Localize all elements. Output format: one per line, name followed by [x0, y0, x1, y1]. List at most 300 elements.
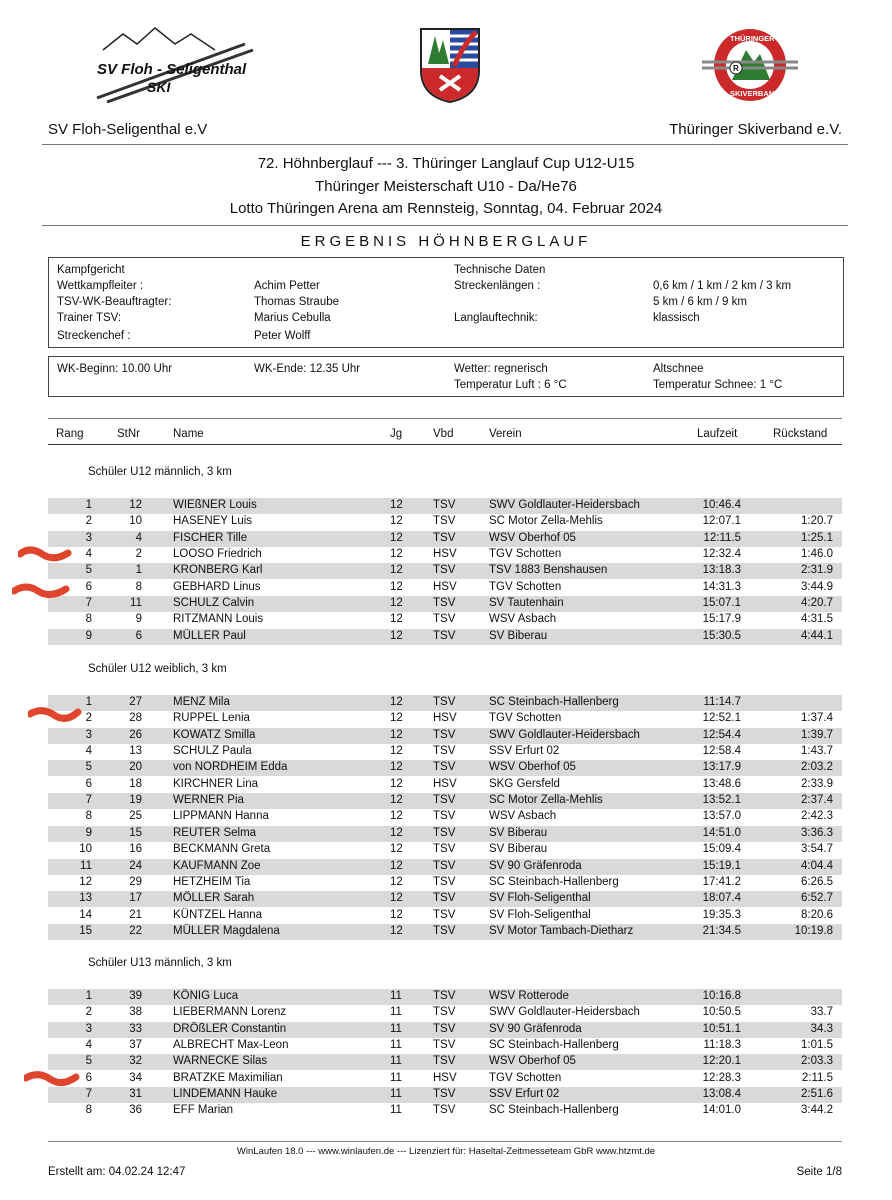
cell-stnr: 25 [129, 810, 142, 823]
cell-vbd: TSV [433, 1104, 456, 1117]
cell-verein: SC Steinbach-Hallenberg [489, 1104, 619, 1117]
title-divider [42, 225, 848, 226]
table-row [48, 924, 842, 940]
cell-stnr: 27 [129, 696, 142, 708]
technik-value: klassisch [653, 312, 700, 324]
table-row [48, 498, 842, 514]
table-row [48, 547, 842, 563]
cell-rang: 4 [85, 745, 92, 758]
cell-vbd: TSV [433, 499, 456, 511]
cell-vbd: TSV [433, 794, 456, 807]
cell-laufzeit: 14:31.3 [702, 580, 741, 593]
cell-vbd: TSV [433, 826, 456, 839]
table-row [48, 859, 842, 875]
cell-rang: 9 [85, 826, 92, 839]
kampfgericht-label: Kampfgericht [57, 264, 125, 276]
cell-verein: SSV Erfurt 02 [489, 1088, 560, 1101]
cell-stnr: 12 [129, 499, 142, 511]
right-club-name: Thüringer Skiverband e.V. [669, 121, 842, 138]
streckenlaengen-value-2: 5 km / 6 km / 9 km [653, 296, 747, 308]
cell-jg: 12 [390, 810, 403, 823]
cell-verein: SWV Goldlauter-Heidersbach [489, 728, 640, 741]
cell-rang: 7 [85, 1088, 92, 1101]
table-top-rule [48, 418, 842, 419]
cell-stnr: 22 [129, 924, 142, 937]
cell-vbd: TSV [433, 875, 456, 888]
cell-verein: TGV Schotten [489, 712, 562, 725]
cell-vbd: HSV [433, 777, 457, 790]
cell-laufzeit: 19:35.3 [702, 908, 741, 921]
cell-verein: WSV Oberhof 05 [489, 761, 576, 774]
cell-vbd: TSV [433, 1022, 456, 1035]
table-row [48, 760, 842, 776]
cell-name: SCHULZ Calvin [173, 597, 255, 610]
red-scribble-mark [24, 1068, 80, 1088]
sv-floh-seligenthal-logo [95, 22, 255, 104]
table-row [48, 1087, 842, 1103]
cell-name: MÖLLER Sarah [173, 892, 255, 905]
table-row [48, 826, 842, 842]
cell-laufzeit: 13:08.4 [702, 1088, 741, 1101]
cell-jg: 12 [390, 908, 403, 921]
cell-rang: 5 [85, 1055, 92, 1068]
cell-stnr: 36 [129, 1104, 142, 1117]
cell-stnr: 39 [129, 990, 142, 1002]
cell-name: WARNECKE Silas [173, 1055, 268, 1068]
cell-name: KIRCHNER Lina [173, 777, 258, 790]
cell-laufzeit: 12:20.1 [702, 1055, 741, 1068]
cell-laufzeit: 18:07.4 [702, 892, 741, 905]
cell-verein: SC Steinbach-Hallenberg [489, 696, 619, 708]
cell-verein: SC Motor Zella-Mehlis [489, 794, 603, 807]
cell-rang: 15 [79, 924, 92, 937]
cell-stnr: 37 [129, 1039, 142, 1052]
cell-laufzeit: 11:14.7 [703, 696, 741, 708]
cell-laufzeit: 12:28.3 [702, 1071, 741, 1084]
red-scribble-mark [18, 544, 72, 564]
cell-jg: 12 [390, 613, 403, 626]
cell-rueck: 1:46.0 [801, 548, 833, 561]
cell-laufzeit: 10:16.8 [702, 990, 741, 1002]
cell-name: BECKMANN Greta [173, 843, 271, 856]
cell-jg: 11 [390, 1006, 402, 1019]
title-line-2: Thüringer Meisterschaft U10 - Da/He76 [315, 178, 577, 195]
cell-rang: 7 [85, 597, 92, 610]
cell-stnr: 15 [129, 826, 142, 839]
streckenchef-value: Peter Wolff [254, 330, 311, 342]
cell-vbd: TSV [433, 908, 456, 921]
table-row [48, 531, 842, 547]
thueringer-skiverband-logo [700, 26, 800, 104]
cell-name: KRONBERG Karl [173, 564, 263, 577]
wettkampfleiter-value: Achim Petter [254, 280, 320, 292]
streckenlaengen-label: Streckenlängen : [454, 280, 541, 292]
cell-verein: WSV Rotterode [489, 990, 569, 1002]
table-row [48, 711, 842, 727]
table-row [48, 695, 842, 711]
cell-name: RUPPEL Lenia [173, 712, 250, 725]
cell-rang: 8 [85, 1104, 92, 1117]
cell-laufzeit: 14:51.0 [702, 826, 741, 839]
cell-rueck: 1:37.4 [801, 712, 833, 725]
cell-rang: 4 [85, 548, 92, 561]
cell-stnr: 10 [129, 515, 142, 528]
wettkampfleiter-label: Wettkampfleiter : [57, 280, 144, 292]
cell-name: KÜNTZEL Hanna [173, 908, 263, 921]
cell-jg: 12 [390, 892, 403, 905]
cell-name: KOWATZ Smilla [173, 728, 256, 741]
section-title: Schüler U12 weiblich, 3 km [88, 663, 227, 675]
cell-jg: 12 [390, 597, 403, 610]
beauftragter-value: Thomas Straube [254, 296, 340, 308]
cell-vbd: TSV [433, 761, 456, 774]
cell-stnr: 13 [129, 745, 142, 758]
cell-name: DRÖßLER Constantin [173, 1022, 287, 1035]
cell-rueck: 1:39.7 [801, 728, 833, 741]
table-row [48, 1071, 842, 1087]
cell-verein: SSV Erfurt 02 [489, 745, 560, 758]
cell-rueck: 3:36.3 [801, 826, 833, 839]
cell-jg: 11 [390, 1071, 402, 1084]
result-heading: ERGEBNIS HÖHNBERGLAUF [300, 233, 592, 250]
cell-name: LINDEMANN Hauke [173, 1088, 278, 1101]
cell-name: EFF Marian [173, 1104, 234, 1117]
cell-stnr: 26 [129, 728, 142, 741]
table-row [48, 1038, 842, 1054]
cell-vbd: TSV [433, 564, 456, 577]
cell-rang: 10 [79, 843, 92, 856]
table-row [48, 1005, 842, 1021]
cell-jg: 12 [390, 564, 403, 577]
table-row [48, 1054, 842, 1070]
table-row [48, 728, 842, 744]
cell-vbd: TSV [433, 1006, 456, 1019]
cell-rueck: 1:43.7 [801, 745, 833, 758]
table-row [48, 514, 842, 530]
beauftragter-label: TSV-WK-Beauftragter: [57, 296, 172, 308]
footer-seite: Seite 1/8 [796, 1166, 842, 1178]
cell-verein: SV Biberau [489, 629, 548, 642]
cell-laufzeit: 12:52.1 [702, 712, 741, 725]
cell-laufzeit: 11:18.3 [703, 1039, 741, 1052]
cell-verein: SV 90 Gräfenroda [489, 859, 582, 872]
streckenlaengen-value-1: 0,6 km / 1 km / 2 km / 3 km [653, 280, 792, 292]
cell-stnr: 9 [135, 613, 142, 626]
cell-rueck: 2:33.9 [801, 777, 833, 790]
cell-stnr: 24 [129, 859, 142, 872]
cell-jg: 12 [390, 515, 403, 528]
cell-jg: 12 [390, 924, 403, 937]
red-scribble-mark [12, 580, 70, 600]
cell-rang: 5 [85, 761, 92, 774]
cell-jg: 12 [390, 794, 403, 807]
cell-jg: 12 [390, 629, 403, 642]
left-logo-line1: SV Floh - Seligenthal [97, 61, 247, 78]
cell-laufzeit: 15:07.1 [702, 597, 741, 610]
cell-verein: SV Motor Tambach-Dietharz [489, 924, 634, 937]
cell-name: ALBRECHT Max-Leon [173, 1039, 289, 1052]
cell-stnr: 1 [135, 564, 142, 577]
cell-jg: 12 [390, 531, 403, 544]
cell-rang: 6 [85, 1071, 92, 1084]
cell-name: KAUFMANN Zoe [173, 859, 261, 872]
cell-jg: 12 [390, 696, 403, 708]
title-line-3: Lotto Thüringen Arena am Rennsteig, Sonntag, 04. Februar 2024 [229, 200, 663, 217]
cell-vbd: TSV [433, 924, 456, 937]
table-row [48, 629, 842, 645]
cell-stnr: 20 [129, 761, 142, 774]
col-laufzeit: Laufzeit [697, 428, 738, 440]
cell-laufzeit: 10:51.1 [702, 1022, 741, 1035]
cell-vbd: HSV [433, 712, 457, 725]
cell-name: MENZ Mila [173, 696, 230, 708]
cell-rang: 7 [85, 794, 92, 807]
right-logo-line1: THÜRINGER [730, 34, 775, 43]
cell-rueck: 6:52.7 [801, 892, 833, 905]
table-row [48, 580, 842, 596]
table-row [48, 563, 842, 579]
table-row [48, 777, 842, 793]
footer-rule [48, 1141, 842, 1142]
cell-rang: 4 [85, 1039, 92, 1052]
cell-verein: SC Steinbach-Hallenberg [489, 1039, 619, 1052]
cell-name: WERNER Pia [173, 794, 244, 807]
table-row [48, 1103, 842, 1119]
cell-rang: 3 [85, 728, 92, 741]
footer-software: WinLaufen 18.0 --- www.winlaufen.de --- Lizenziert für: Haseltal-Zeitmesseteam GbR www.htzmt.de [236, 1146, 656, 1157]
section-title: Schüler U13 männlich, 3 km [88, 957, 232, 969]
cell-laufzeit: 15:17.9 [702, 613, 741, 626]
cell-verein: SKG Gersfeld [489, 777, 560, 790]
cell-vbd: TSV [433, 1088, 456, 1101]
cell-name: REUTER Selma [173, 826, 257, 839]
cell-vbd: HSV [433, 580, 457, 593]
cell-verein: TGV Schotten [489, 580, 562, 593]
cell-name: BRATZKE Maximilian [173, 1071, 283, 1084]
cell-rueck: 33.7 [810, 1006, 833, 1019]
col-verein: Verein [489, 428, 522, 440]
left-club-name: SV Floh-Seligenthal e.V [48, 121, 208, 138]
cell-stnr: 34 [129, 1071, 142, 1084]
cell-rueck: 1:01.5 [801, 1039, 833, 1052]
section-title: Schüler U12 männlich, 3 km [88, 466, 232, 478]
cell-rueck: 1:25.1 [801, 531, 833, 544]
cell-verein: WSV Oberhof 05 [489, 1055, 576, 1068]
cell-jg: 11 [390, 1088, 402, 1101]
cell-rang: 12 [79, 875, 92, 888]
cell-verein: SV 90 Gräfenroda [489, 1022, 582, 1035]
cell-vbd: TSV [433, 728, 456, 741]
cell-laufzeit: 12:58.4 [702, 745, 741, 758]
cell-stnr: 21 [129, 908, 142, 921]
cell-laufzeit: 15:30.5 [702, 629, 741, 642]
cell-verein: WSV Asbach [489, 810, 557, 823]
cell-laufzeit: 21:34.5 [702, 924, 741, 937]
cell-jg: 12 [390, 859, 403, 872]
cell-vbd: TSV [433, 1055, 456, 1068]
cell-jg: 12 [390, 843, 403, 856]
cell-name: LIEBERMANN Lorenz [173, 1006, 287, 1019]
cell-rang: 3 [85, 531, 92, 544]
cell-name: RITZMANN Louis [173, 613, 264, 626]
wk-beginn: WK-Beginn: 10.00 Uhr [57, 363, 173, 375]
schnee: Altschnee [653, 363, 704, 375]
left-logo-line2: SKI [147, 79, 171, 95]
cell-vbd: TSV [433, 597, 456, 610]
cell-verein: SWV Goldlauter-Heidersbach [489, 1006, 640, 1019]
cell-vbd: TSV [433, 696, 456, 708]
table-row [48, 989, 842, 1005]
cell-laufzeit: 13:57.0 [702, 810, 741, 823]
cell-jg: 12 [390, 745, 403, 758]
cell-jg: 12 [390, 580, 403, 593]
cell-laufzeit: 12:32.4 [702, 548, 741, 561]
cell-jg: 12 [390, 875, 403, 888]
cell-rang: 1 [85, 499, 92, 511]
cell-verein: SC Motor Zella-Mehlis [489, 515, 603, 528]
cell-verein: TGV Schotten [489, 1071, 562, 1084]
cell-laufzeit: 12:07.1 [702, 515, 741, 528]
cell-rang: 6 [85, 580, 92, 593]
cell-laufzeit: 17:41.2 [702, 875, 741, 888]
cell-vbd: TSV [433, 531, 456, 544]
col-stnr: StNr [117, 428, 140, 440]
cell-rueck: 4:04.4 [801, 859, 833, 872]
table-row [48, 793, 842, 809]
cell-rueck: 4:44.1 [801, 629, 833, 642]
cell-stnr: 31 [129, 1088, 142, 1101]
cell-rang: 2 [85, 515, 92, 528]
table-header-rule [48, 444, 842, 445]
cell-rang: 13 [79, 892, 92, 905]
cell-stnr: 28 [129, 712, 142, 725]
cell-jg: 11 [390, 1039, 402, 1052]
footer-erstellt: Erstellt am: 04.02.24 12:47 [48, 1166, 186, 1178]
cell-laufzeit: 15:09.4 [702, 843, 741, 856]
cell-laufzeit: 10:50.5 [702, 1006, 741, 1019]
cell-rueck: 4:31.5 [801, 613, 833, 626]
cell-stnr: 29 [129, 875, 142, 888]
cell-jg: 12 [390, 777, 403, 790]
table-row [48, 809, 842, 825]
cell-laufzeit: 10:46.4 [702, 499, 741, 511]
cell-stnr: 11 [130, 597, 142, 610]
cell-verein: WSV Oberhof 05 [489, 531, 576, 544]
cell-rueck: 2:31.9 [801, 564, 833, 577]
cell-laufzeit: 14:01.0 [702, 1104, 741, 1117]
cell-rueck: 2:03.3 [801, 1055, 833, 1068]
cell-stnr: 18 [129, 777, 142, 790]
cell-vbd: TSV [433, 810, 456, 823]
cell-verein: TSV 1883 Benshausen [489, 564, 608, 577]
cell-rang: 5 [85, 564, 92, 577]
cell-jg: 12 [390, 712, 403, 725]
cell-name: MÜLLER Magdalena [173, 924, 280, 937]
col-vbd: Vbd [433, 428, 454, 440]
cell-verein: SV Biberau [489, 843, 548, 856]
cell-name: KÖNIG Luca [173, 990, 239, 1002]
table-row [48, 1022, 842, 1038]
table-row [48, 908, 842, 924]
cell-vbd: TSV [433, 990, 456, 1002]
cell-vbd: TSV [433, 515, 456, 528]
cell-rang: 8 [85, 810, 92, 823]
cell-laufzeit: 13:52.1 [702, 794, 741, 807]
officials-box [48, 257, 844, 348]
cell-laufzeit: 13:18.3 [702, 564, 741, 577]
temperatur-schnee: Temperatur Schnee: 1 °C [653, 379, 783, 391]
cell-rueck: 3:44.9 [801, 580, 833, 593]
cell-rang: 8 [85, 613, 92, 626]
cell-vbd: TSV [433, 859, 456, 872]
cell-rueck: 8:20.6 [801, 908, 833, 921]
cell-jg: 11 [390, 990, 402, 1002]
cell-name: FISCHER Tille [173, 531, 248, 544]
cell-rueck: 2:11.5 [801, 1071, 833, 1084]
red-scribble-mark [28, 704, 82, 724]
cell-stnr: 4 [135, 531, 142, 544]
cell-rueck: 10:19.8 [794, 924, 833, 937]
cell-name: SCHULZ Paula [173, 745, 252, 758]
cell-name: GEBHARD Linus [173, 580, 261, 593]
cell-rang: 3 [85, 1022, 92, 1035]
table-row [48, 612, 842, 628]
cell-jg: 12 [390, 728, 403, 741]
cell-vbd: TSV [433, 745, 456, 758]
technik-label: Langlauftechnik: [454, 312, 538, 324]
cell-verein: SV Floh-Seligenthal [489, 908, 591, 921]
cell-jg: 12 [390, 761, 403, 774]
trainer-value: Marius Cebulla [254, 312, 331, 324]
cell-verein: TGV Schotten [489, 548, 562, 561]
cell-vbd: TSV [433, 613, 456, 626]
streckenchef-label: Streckenchef : [57, 330, 131, 342]
wetter: Wetter: regnerisch [454, 363, 548, 375]
cell-laufzeit: 13:17.9 [702, 761, 741, 774]
table-row [48, 744, 842, 760]
cell-rang: 9 [85, 629, 92, 642]
cell-verein: SWV Goldlauter-Heidersbach [489, 499, 640, 511]
cell-stnr: 38 [129, 1006, 142, 1019]
cell-rueck: 34.3 [810, 1022, 833, 1035]
cell-jg: 12 [390, 826, 403, 839]
cell-rang: 1 [85, 696, 92, 708]
cell-stnr: 8 [135, 580, 142, 593]
svg-text:R: R [733, 64, 739, 73]
cell-rueck: 3:44.2 [801, 1104, 833, 1117]
col-name: Name [173, 428, 204, 440]
cell-stnr: 2 [135, 548, 142, 561]
cell-laufzeit: 12:54.4 [702, 728, 741, 741]
cell-vbd: TSV [433, 892, 456, 905]
cell-rueck: 2:42.3 [801, 810, 833, 823]
cell-name: LOOSO Friedrich [173, 548, 262, 561]
cell-name: HASENEY Luis [173, 515, 253, 528]
trainer-label: Trainer TSV: [57, 312, 122, 324]
cell-jg: 11 [390, 1104, 402, 1117]
table-row [48, 891, 842, 907]
right-logo-line2: SKIVERBAND [730, 89, 780, 98]
cell-rang: 1 [85, 990, 92, 1002]
table-row [48, 875, 842, 891]
cell-verein: SV Tautenhain [489, 597, 564, 610]
cell-vbd: TSV [433, 1039, 456, 1052]
cell-name: WIEßNER Louis [173, 499, 257, 511]
cell-name: MÜLLER Paul [173, 629, 246, 642]
cell-name: von NORDHEIM Edda [173, 761, 288, 774]
cell-laufzeit: 15:19.1 [702, 859, 741, 872]
cell-verein: SC Steinbach-Hallenberg [489, 875, 619, 888]
